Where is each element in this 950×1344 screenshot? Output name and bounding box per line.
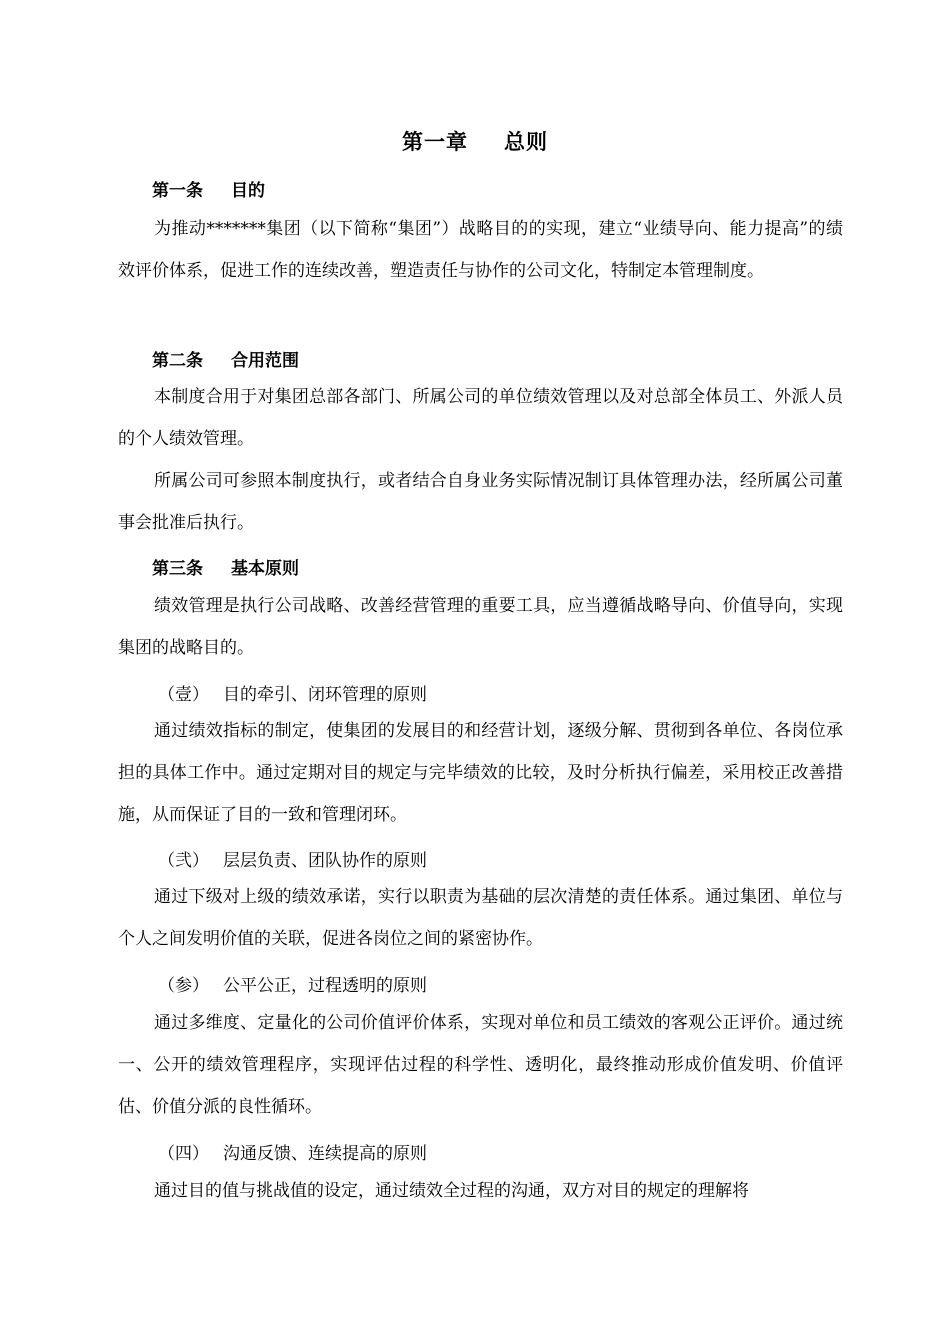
principle-title: 目的牵引、闭环管理的原则 — [223, 685, 427, 705]
principle-number: （四） — [158, 1144, 209, 1164]
paragraph: 所属公司可参照本制度执行，或者结合自身业务实际情况制订具体管理办法，经所属公司董事会批准后执行。 — [118, 471, 843, 533]
paragraph: 通过绩效指标的制定，使集团的发展目的和经营计划，逐级分解、贯彻到各单位、各岗位承担的具体工作中。通过定期对目的规定与完毕绩效的比较，及时分析执行偏差，采用校正改善措施，从而保证了目的一致和管理闭环。 — [118, 721, 843, 825]
paragraph: 绩效管理是执行公司战略、改善经营管理的重要工具，应当遵循战略导向、价值导向，实现集团的战略目的。 — [118, 596, 843, 658]
principle-title: 层层负责、团队协作的原则 — [223, 851, 427, 871]
principle-heading — [158, 680, 427, 705]
principle-heading — [158, 971, 427, 996]
article-heading — [152, 346, 299, 371]
principle-number: （壹） — [158, 685, 209, 705]
principle-number: （参） — [158, 976, 209, 996]
article-number: 第一条 — [152, 181, 203, 201]
article-title: 目的 — [231, 181, 265, 201]
principle-heading — [158, 1139, 427, 1164]
paragraph: 通过下级对上级的绩效承诺，实行以职责为基础的层次清楚的责任体系。通过集团、单位与个人之间发明价值的关联，促进各岗位之间的紧密协作。 — [118, 887, 843, 949]
paragraph: 本制度合用于对集团总部各部门、所属公司的单位绩效管理以及对总部全体员工、外派人员的个人绩效管理。 — [118, 387, 843, 449]
principle-number: （弐） — [158, 851, 209, 871]
paragraph: 通过多维度、定量化的公司价值评价体系，实现对单位和员工绩效的客观公正评价。通过统一、公开的绩效管理程序，实现评估过程的科学性、透明化，最终推动形成价值发明、价值评估、价值分派的良性循环。 — [118, 1013, 843, 1117]
paragraph: 为推动*******集团（以下简称“集团”）战略目的的实现，建立“业绩导向、能力提高”的绩效评价体系，促进工作的连续改善，塑造责任与协作的公司文化，特制定本管理制度。 — [118, 219, 843, 281]
chapter-title: 总则 — [504, 130, 548, 154]
principle-heading — [158, 846, 427, 871]
article-number: 第三条 — [152, 559, 203, 579]
article-heading — [152, 176, 265, 201]
principle-title: 公平公正，过程透明的原则 — [223, 976, 427, 996]
chapter-number: 第一章 — [402, 130, 468, 154]
article-number: 第二条 — [152, 351, 203, 371]
principle-title: 沟通反馈、连续提高的原则 — [223, 1144, 427, 1164]
paragraph: 通过目的值与挑战值的设定，通过绩效全过程的沟通，双方对目的规定的理解将 — [154, 1181, 749, 1201]
article-title: 合用范围 — [231, 351, 299, 371]
article-heading — [152, 554, 299, 579]
article-title: 基本原则 — [231, 559, 299, 579]
chapter-heading — [0, 126, 950, 156]
